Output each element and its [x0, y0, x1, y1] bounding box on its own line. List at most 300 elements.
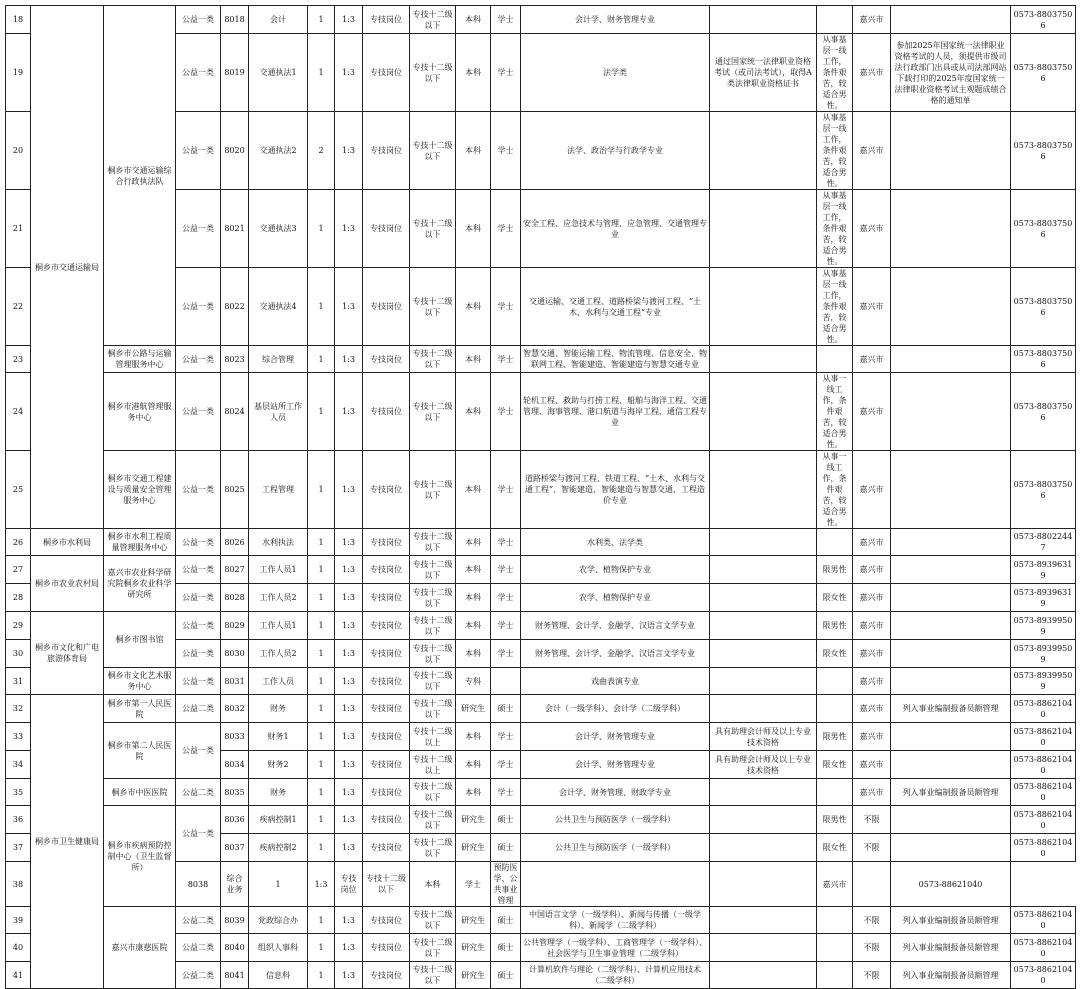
- unit-cell: 嘉兴市农业科学研究院桐乡农业科学研究所: [104, 556, 176, 612]
- count-cell: 1: [249, 862, 308, 907]
- requirement-cell: 从事基层一线工作，条件艰苦，较适合男性。: [817, 34, 853, 112]
- location-cell: 不限: [853, 907, 891, 934]
- position-cell: 交通执法4: [249, 268, 308, 346]
- unit-cell: 桐乡市中医医院: [104, 779, 176, 806]
- note-cell: [891, 556, 1011, 584]
- degree-cell: 学士: [491, 529, 521, 556]
- major-cell: 计算机软件与理论（二级学科）、计算机应用技术（二级学科）: [521, 962, 710, 989]
- qualification-cell: [710, 668, 817, 695]
- code-cell: 8039: [221, 907, 249, 934]
- post-level-cell: 专技十二级以下: [363, 862, 410, 907]
- major-cell: 预防医学、公共事业管理: [491, 862, 521, 907]
- major-cell: 会计学、财务管理专业: [521, 751, 710, 779]
- category-cell: 公益一类: [176, 640, 221, 668]
- qualification-cell: [710, 934, 817, 962]
- requirement-cell: 限女性: [817, 584, 853, 612]
- count-cell: 1: [308, 779, 335, 806]
- requirement-cell: 限男性: [817, 556, 853, 584]
- qualification-cell: [710, 346, 817, 373]
- education-cell: 本科: [456, 556, 491, 584]
- seq-cell: 25: [6, 451, 31, 529]
- degree-cell: 硕士: [491, 834, 521, 862]
- requirement-cell: 限女性: [817, 751, 853, 779]
- position-cell: 财务2: [249, 751, 308, 779]
- qualification-cell: [710, 529, 817, 556]
- post-type-cell: 专技岗位: [363, 6, 410, 34]
- degree-cell: 硕士: [491, 962, 521, 989]
- requirement-cell: [817, 668, 853, 695]
- qualification-cell: [710, 268, 817, 346]
- count-cell: 1: [308, 934, 335, 962]
- category-cell: 公益二类: [176, 962, 221, 989]
- education-cell: 本科: [456, 751, 491, 779]
- seq-cell: 38: [6, 862, 31, 907]
- location-cell: 嘉兴市: [853, 751, 891, 779]
- requirement-cell: 从事基层一线工作，条件艰苦，较适合男性。: [817, 268, 853, 346]
- note-cell: [891, 612, 1011, 640]
- count-cell: 1: [308, 612, 335, 640]
- requirement-cell: [710, 862, 817, 907]
- degree-cell: 学士: [491, 556, 521, 584]
- phone-cell: 0573-88621040: [1011, 834, 1076, 862]
- education-cell: 本科: [456, 640, 491, 668]
- code-cell: 8030: [221, 640, 249, 668]
- count-cell: 1: [308, 373, 335, 451]
- phone-cell: 0573-88037506: [1011, 112, 1076, 190]
- category-cell: 公益一类: [176, 556, 221, 584]
- post-type-cell: 专技岗位: [363, 640, 410, 668]
- note-cell: [891, 190, 1011, 268]
- location-cell: 嘉兴市: [853, 112, 891, 190]
- degree-cell: 学士: [491, 112, 521, 190]
- table-row: [6, 373, 1076, 451]
- code-cell: 8029: [221, 612, 249, 640]
- code-cell: 8035: [221, 779, 249, 806]
- category-cell: 公益二类: [176, 695, 221, 723]
- seq-cell: 31: [6, 668, 31, 695]
- code-cell: 8018: [221, 6, 249, 34]
- qualification-cell: [710, 779, 817, 806]
- qualification-cell: [521, 862, 710, 907]
- post-level-cell: 专技十二级以下: [410, 556, 456, 584]
- count-cell: 1: [308, 451, 335, 529]
- count-cell: 1: [308, 268, 335, 346]
- qualification-cell: 具有助理会计师及以上专业技术资格: [710, 751, 817, 779]
- code-cell: 8033: [221, 723, 249, 751]
- position-cell: 工程管理: [249, 451, 308, 529]
- degree-cell: 学士: [491, 779, 521, 806]
- category-cell: 公益一类: [176, 268, 221, 346]
- note-cell: [891, 373, 1011, 451]
- requirement-cell: 从事基层一线工作，条件艰苦，较适合男性。: [817, 190, 853, 268]
- unit-cell: 桐乡市第二人民医院: [104, 723, 176, 779]
- location-cell: 嘉兴市: [817, 862, 853, 907]
- seq-cell: 30: [6, 640, 31, 668]
- position-cell: 疾病控制2: [249, 834, 308, 862]
- code-cell: 8037: [221, 834, 249, 862]
- ratio-cell: 1:3: [335, 834, 363, 862]
- category-cell: 公益一类: [176, 723, 221, 779]
- post-type-cell: 专技岗位: [363, 907, 410, 934]
- seq-cell: 18: [6, 6, 31, 34]
- degree-cell: 学士: [491, 268, 521, 346]
- seq-cell: 23: [6, 346, 31, 373]
- seq-cell: 28: [6, 584, 31, 612]
- post-type-cell: 专技岗位: [363, 934, 410, 962]
- position-cell: 信息科: [249, 962, 308, 989]
- major-cell: 财务管理、会计学、金融学、汉语言文学专业: [521, 612, 710, 640]
- note-cell: [891, 451, 1011, 529]
- code-cell: 8036: [221, 806, 249, 834]
- phone-cell: 0573-88621040: [1011, 751, 1076, 779]
- post-type-cell: 专技岗位: [363, 190, 410, 268]
- post-level-cell: 专技十二级以下: [410, 907, 456, 934]
- education-cell: 本科: [456, 779, 491, 806]
- note-cell: [891, 584, 1011, 612]
- count-cell: 1: [308, 34, 335, 112]
- ratio-cell: 1:3: [335, 640, 363, 668]
- position-cell: 交通执法2: [249, 112, 308, 190]
- post-type-cell: 专技岗位: [363, 556, 410, 584]
- category-cell: 公益一类: [176, 34, 221, 112]
- qualification-cell: [710, 640, 817, 668]
- requirement-cell: 从事一线工作，条件艰苦，较适合男性。: [817, 451, 853, 529]
- category-cell: 公益二类: [176, 907, 221, 934]
- count-cell: 1: [308, 346, 335, 373]
- ratio-cell: 1:3: [335, 346, 363, 373]
- post-type-cell: 专技岗位: [363, 268, 410, 346]
- education-cell: 本科: [456, 268, 491, 346]
- code-cell: 8027: [221, 556, 249, 584]
- category-cell: 公益一类: [176, 806, 221, 862]
- seq-cell: 37: [6, 834, 31, 862]
- unit-cell: 桐乡市第一人民医院: [104, 695, 176, 723]
- degree-cell: 学士: [491, 346, 521, 373]
- note-cell: 列入事业编制报备员额管理: [891, 907, 1011, 934]
- seq-cell: 24: [6, 373, 31, 451]
- phone-cell: 0573-89399509: [1011, 668, 1076, 695]
- post-type-cell: 专技岗位: [363, 612, 410, 640]
- recruitment-table: [5, 5, 1076, 989]
- category-cell: 公益一类: [176, 190, 221, 268]
- post-type-cell: 专技岗位: [363, 779, 410, 806]
- count-cell: 1: [308, 190, 335, 268]
- major-cell: 水利类、法学类: [521, 529, 710, 556]
- education-cell: 本科: [456, 529, 491, 556]
- phone-cell: 0573-88037506: [1011, 190, 1076, 268]
- code-cell: 8021: [221, 190, 249, 268]
- location-cell: 不限: [853, 934, 891, 962]
- post-level-cell: 专技十二级以下: [410, 962, 456, 989]
- count-cell: 1: [308, 751, 335, 779]
- major-cell: 会计（一级学科）、会计学（二级学科）: [521, 695, 710, 723]
- category-cell: 公益一类: [176, 612, 221, 640]
- post-level-cell: 专技十二级以下: [410, 6, 456, 34]
- location-cell: 嘉兴市: [853, 584, 891, 612]
- note-cell: [891, 668, 1011, 695]
- code-cell: 8026: [221, 529, 249, 556]
- count-cell: 1: [308, 529, 335, 556]
- position-cell: 综合业务: [221, 862, 249, 907]
- category-cell: 公益二类: [176, 779, 221, 806]
- education-cell: 本科: [410, 862, 456, 907]
- post-type-cell: 专技岗位: [363, 451, 410, 529]
- table-row: [6, 612, 1076, 640]
- qualification-cell: 具有助理会计师及以上专业技术资格: [710, 723, 817, 751]
- post-level-cell: 专技十二级以下: [410, 834, 456, 862]
- category-cell: 公益一类: [176, 346, 221, 373]
- category-cell: 公益一类: [176, 584, 221, 612]
- major-cell: 法学、政治学与行政学专业: [521, 112, 710, 190]
- count-cell: 1: [308, 556, 335, 584]
- major-cell: 公共管理学（一级学科）、工商管理学（一级学科）、社会医学与卫生事业管理（二级学科）: [521, 934, 710, 962]
- major-cell: 道路桥梁与渡河工程、铁道工程、“土木、水利与交通工程”、智能建造、智能建造与智慧交通、工程造价专业: [521, 451, 710, 529]
- unit-cell: 桐乡市交通运输综合行政执法队: [104, 6, 176, 346]
- unit-cell: 桐乡市公路与运输管理服务中心: [104, 346, 176, 373]
- seq-cell: 29: [6, 612, 31, 640]
- code-cell: 8040: [221, 934, 249, 962]
- requirement-cell: 限女性: [817, 640, 853, 668]
- note-cell: [891, 346, 1011, 373]
- seq-cell: 32: [6, 695, 31, 723]
- code-cell: 8025: [221, 451, 249, 529]
- code-cell: 8032: [221, 695, 249, 723]
- post-type-cell: 专技岗位: [363, 346, 410, 373]
- phone-cell: 0573-88621040: [1011, 695, 1076, 723]
- degree-cell: 学士: [491, 190, 521, 268]
- ratio-cell: 1:3: [335, 584, 363, 612]
- phone-cell: 0573-88621040: [1011, 962, 1076, 989]
- seq-cell: 41: [6, 962, 31, 989]
- education-cell: 研究生: [456, 934, 491, 962]
- qualification-cell: [710, 373, 817, 451]
- category-cell: 公益二类: [176, 934, 221, 962]
- post-level-cell: 专技十二级以下: [410, 779, 456, 806]
- requirement-cell: 从事一线工作，条件艰苦，较适合男性。: [817, 373, 853, 451]
- seq-cell: 19: [6, 34, 31, 112]
- education-cell: 本科: [456, 373, 491, 451]
- post-type-cell: 专技岗位: [363, 112, 410, 190]
- seq-cell: 40: [6, 934, 31, 962]
- degree-cell: 学士: [491, 34, 521, 112]
- location-cell: 嘉兴市: [853, 346, 891, 373]
- phone-cell: 0573-88621040: [1011, 934, 1076, 962]
- phone-cell: 0573-88037506: [1011, 6, 1076, 34]
- table-row: [6, 556, 1076, 584]
- location-cell: 不限: [853, 806, 891, 834]
- unit-cell: 桐乡市文化艺术服务中心: [104, 668, 176, 695]
- ratio-cell: 1:3: [335, 806, 363, 834]
- major-cell: 会计学、财务管理专业: [521, 723, 710, 751]
- major-cell: 公共卫生与预防医学（一级学科）: [521, 806, 710, 834]
- qualification-cell: 通过国家统一法律职业资格考试（或司法考试），取得A类法律职业资格证书: [710, 34, 817, 112]
- post-level-cell: 专技十二级以下: [410, 529, 456, 556]
- seq-cell: 34: [6, 751, 31, 779]
- ratio-cell: 1:3: [335, 556, 363, 584]
- major-cell: 中国语言文学（一级学科）、新闻与传播（一级学科）、新闻学（二级学科）: [521, 907, 710, 934]
- note-cell: [891, 6, 1011, 34]
- post-type-cell: 专技岗位: [363, 834, 410, 862]
- location-cell: 嘉兴市: [853, 612, 891, 640]
- education-cell: 专科: [456, 668, 491, 695]
- location-cell: 不限: [853, 962, 891, 989]
- ratio-cell: 1:3: [335, 934, 363, 962]
- phone-cell: 0573-89399509: [1011, 612, 1076, 640]
- unit-cell: 桐乡市港航管理服务中心: [104, 373, 176, 451]
- department-cell: 桐乡市农业农村局: [31, 556, 104, 612]
- degree-cell: 学士: [491, 723, 521, 751]
- department-cell: 桐乡市水利局: [31, 529, 104, 556]
- post-level-cell: 专技十二级以下: [410, 640, 456, 668]
- position-cell: 工作人员2: [249, 640, 308, 668]
- code-cell: 8041: [221, 962, 249, 989]
- table-row: [6, 806, 1076, 834]
- requirement-cell: [817, 962, 853, 989]
- degree-cell: 硕士: [491, 806, 521, 834]
- position-cell: 疾病控制1: [249, 806, 308, 834]
- unit-cell: 桐乡市疾病预防控制中心（卫生监督所）: [104, 806, 176, 907]
- position-cell: 工作人员1: [249, 612, 308, 640]
- education-cell: 本科: [456, 6, 491, 34]
- department-cell: 桐乡市交通运输局: [31, 6, 104, 529]
- post-type-cell: 专技岗位: [363, 806, 410, 834]
- ratio-cell: 1:3: [335, 112, 363, 190]
- note-cell: [891, 834, 1011, 862]
- table-row: [6, 6, 1076, 34]
- education-cell: 研究生: [456, 962, 491, 989]
- phone-cell: 0573-89399509: [1011, 640, 1076, 668]
- location-cell: 嘉兴市: [853, 34, 891, 112]
- phone-cell: 0573-88037506: [1011, 34, 1076, 112]
- position-cell: 党政综合办: [249, 907, 308, 934]
- post-type-cell: 专技岗位: [363, 668, 410, 695]
- code-cell: 8028: [221, 584, 249, 612]
- degree-cell: 学士: [491, 6, 521, 34]
- degree-cell: 学士: [491, 751, 521, 779]
- major-cell: 农学、植物保护专业: [521, 584, 710, 612]
- code-cell: 8023: [221, 346, 249, 373]
- code-cell: 8022: [221, 268, 249, 346]
- note-cell: 列入事业编制报备员额管理: [891, 779, 1011, 806]
- position-cell: 工作人员2: [249, 584, 308, 612]
- education-cell: 研究生: [456, 907, 491, 934]
- location-cell: 嘉兴市: [853, 640, 891, 668]
- post-level-cell: 专技十二级以下: [410, 268, 456, 346]
- category-cell: 公益一类: [176, 451, 221, 529]
- education-cell: 本科: [456, 112, 491, 190]
- seq-cell: 33: [6, 723, 31, 751]
- degree-cell: 硕士: [491, 934, 521, 962]
- ratio-cell: 1:3: [335, 451, 363, 529]
- requirement-cell: 限女性: [817, 834, 853, 862]
- ratio-cell: 1:3: [335, 34, 363, 112]
- major-cell: 公共卫生与预防医学（一级学科）: [521, 834, 710, 862]
- phone-cell: 0573-88621040: [1011, 907, 1076, 934]
- seq-cell: 27: [6, 556, 31, 584]
- degree-cell: 学士: [491, 612, 521, 640]
- code-cell: 8038: [176, 862, 221, 907]
- requirement-cell: 从事基层一线工作，条件艰苦，较适合男性。: [817, 112, 853, 190]
- post-level-cell: 专技十二级以下: [410, 34, 456, 112]
- education-cell: 本科: [456, 723, 491, 751]
- qualification-cell: [710, 695, 817, 723]
- count-cell: 1: [308, 723, 335, 751]
- ratio-cell: 1:3: [335, 907, 363, 934]
- note-cell: 列入事业编制报备员额管理: [891, 962, 1011, 989]
- department-cell: 桐乡市卫生健康局: [31, 695, 104, 989]
- table-row: [6, 668, 1076, 695]
- location-cell: 嘉兴市: [853, 779, 891, 806]
- code-cell: 8024: [221, 373, 249, 451]
- major-cell: 智慧交通、智能运输工程、物流管理、信息安全、物联网工程、智能建造、智能建造与智慧交通专业: [521, 346, 710, 373]
- note-cell: [891, 751, 1011, 779]
- ratio-cell: 1:3: [335, 779, 363, 806]
- post-type-cell: 专技岗位: [335, 862, 363, 907]
- post-type-cell: 专技岗位: [363, 962, 410, 989]
- post-level-cell: 专技十二级以下: [410, 451, 456, 529]
- count-cell: 1: [308, 6, 335, 34]
- post-type-cell: 专技岗位: [363, 373, 410, 451]
- seq-cell: 21: [6, 190, 31, 268]
- department-cell: 桐乡市文化和广电旅游体育局: [31, 612, 104, 695]
- education-cell: 研究生: [456, 834, 491, 862]
- category-cell: 公益一类: [176, 373, 221, 451]
- major-cell: 会计学、财务管理专业: [521, 6, 710, 34]
- code-cell: 8020: [221, 112, 249, 190]
- count-cell: 2: [308, 112, 335, 190]
- position-cell: 财务: [249, 779, 308, 806]
- qualification-cell: [710, 834, 817, 862]
- post-level-cell: 专技十二级以下: [410, 695, 456, 723]
- count-cell: 1: [308, 695, 335, 723]
- category-cell: 公益一类: [176, 529, 221, 556]
- ratio-cell: 1:3: [335, 695, 363, 723]
- major-cell: 农学、植物保护专业: [521, 556, 710, 584]
- ratio-cell: 1:3: [335, 723, 363, 751]
- post-type-cell: 专技岗位: [363, 695, 410, 723]
- count-cell: 1: [308, 834, 335, 862]
- phone-cell: 0573-89396319: [1011, 584, 1076, 612]
- post-type-cell: 专技岗位: [363, 584, 410, 612]
- category-cell: 公益一类: [176, 6, 221, 34]
- requirement-cell: 限男性: [817, 806, 853, 834]
- location-cell: 嘉兴市: [853, 695, 891, 723]
- post-type-cell: 专技岗位: [363, 529, 410, 556]
- ratio-cell: 1:3: [335, 751, 363, 779]
- requirement-cell: 限男性: [817, 723, 853, 751]
- category-cell: 公益一类: [176, 112, 221, 190]
- ratio-cell: 1:3: [335, 612, 363, 640]
- location-cell: 嘉兴市: [853, 190, 891, 268]
- phone-cell: 0573-88037506: [1011, 373, 1076, 451]
- seq-cell: 20: [6, 112, 31, 190]
- requirement-cell: [817, 695, 853, 723]
- position-cell: 交通执法1: [249, 34, 308, 112]
- position-cell: 工作人员1: [249, 556, 308, 584]
- unit-cell: 桐乡市交通工程建设与质量安全管理服务中心: [104, 451, 176, 529]
- note-cell: 列入事业编制报备员额管理: [891, 695, 1011, 723]
- post-level-cell: 专技十二级以上: [410, 751, 456, 779]
- phone-cell: 0573-88621040: [1011, 779, 1076, 806]
- position-cell: 综合管理: [249, 346, 308, 373]
- qualification-cell: [710, 451, 817, 529]
- post-level-cell: 专技十二级以下: [410, 806, 456, 834]
- note-cell: [891, 529, 1011, 556]
- ratio-cell: 1:3: [308, 862, 335, 907]
- position-cell: 基层站所工作人员: [249, 373, 308, 451]
- position-cell: 财务1: [249, 723, 308, 751]
- requirement-cell: [817, 934, 853, 962]
